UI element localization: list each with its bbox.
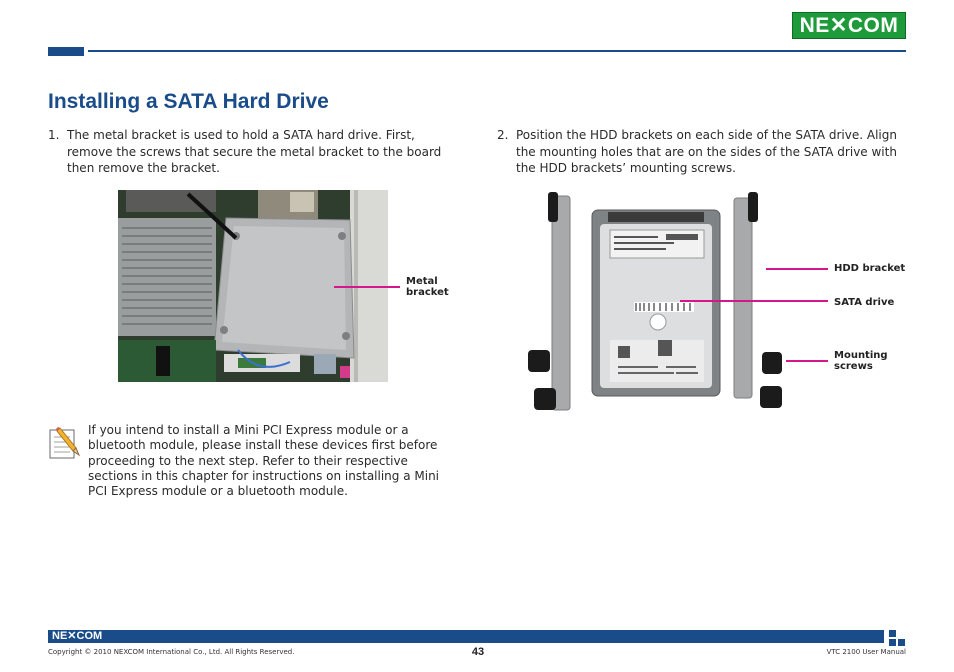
step-number: 2. — [497, 128, 509, 142]
step-1 — [48, 127, 458, 179]
mounting-screws-callout-line — [786, 360, 828, 362]
hdd-illustration — [526, 190, 784, 416]
manual-name: VTC 2100 User Manual — [826, 648, 906, 656]
footer-decor-square — [889, 630, 896, 637]
footer-decor-square — [898, 639, 905, 646]
page-number: 43 — [471, 646, 485, 658]
hdd-bracket-callout-line — [766, 268, 828, 270]
logo-text: NE✕COM — [799, 14, 899, 37]
step-2 — [497, 127, 907, 179]
header-rule — [88, 50, 906, 52]
note-pencil-icon — [46, 424, 82, 460]
nexcom-logo — [792, 12, 906, 39]
note-text: If you intend to install a Mini PCI Express module or a bluetooth module, please install these devices first before proceeding to the next step. Refer to their respective sections in this chapter for instructions on installing a Mini PCI Express module or a bluetooth module. — [88, 423, 440, 499]
step-text: The metal bracket is used to hold a SATA hard drive. First, remove the screws that secure the metal bracket to the board then remove the bracket. — [67, 128, 442, 175]
sata-drive-callout-line — [680, 300, 828, 302]
step-number: 1. — [48, 128, 60, 142]
metal-bracket-label: Metal bracket — [406, 276, 449, 298]
page-title: Installing a SATA Hard Drive — [48, 90, 329, 113]
copyright-text: Copyright © 2010 NEXCOM International Co., Ltd. All Rights Reserved. — [48, 648, 295, 656]
mounting-screws-label: Mounting screws — [834, 350, 888, 372]
metal-bracket-callout-line — [334, 286, 400, 288]
hdd-brackets-photo — [526, 190, 784, 416]
hdd-bracket-label: HDD bracket — [834, 263, 906, 274]
header-tab-block — [48, 47, 84, 56]
footer-bar — [48, 630, 884, 643]
footer-decor-square — [889, 639, 896, 646]
sata-drive-label: SATA drive — [834, 297, 895, 308]
step-text: Position the HDD brackets on each side of the SATA drive. Align the mounting holes that are on the sides of the SATA drive with the HDD brackets’ mounting screws. — [516, 128, 897, 175]
footer-logo: NE✕COM — [52, 630, 103, 642]
